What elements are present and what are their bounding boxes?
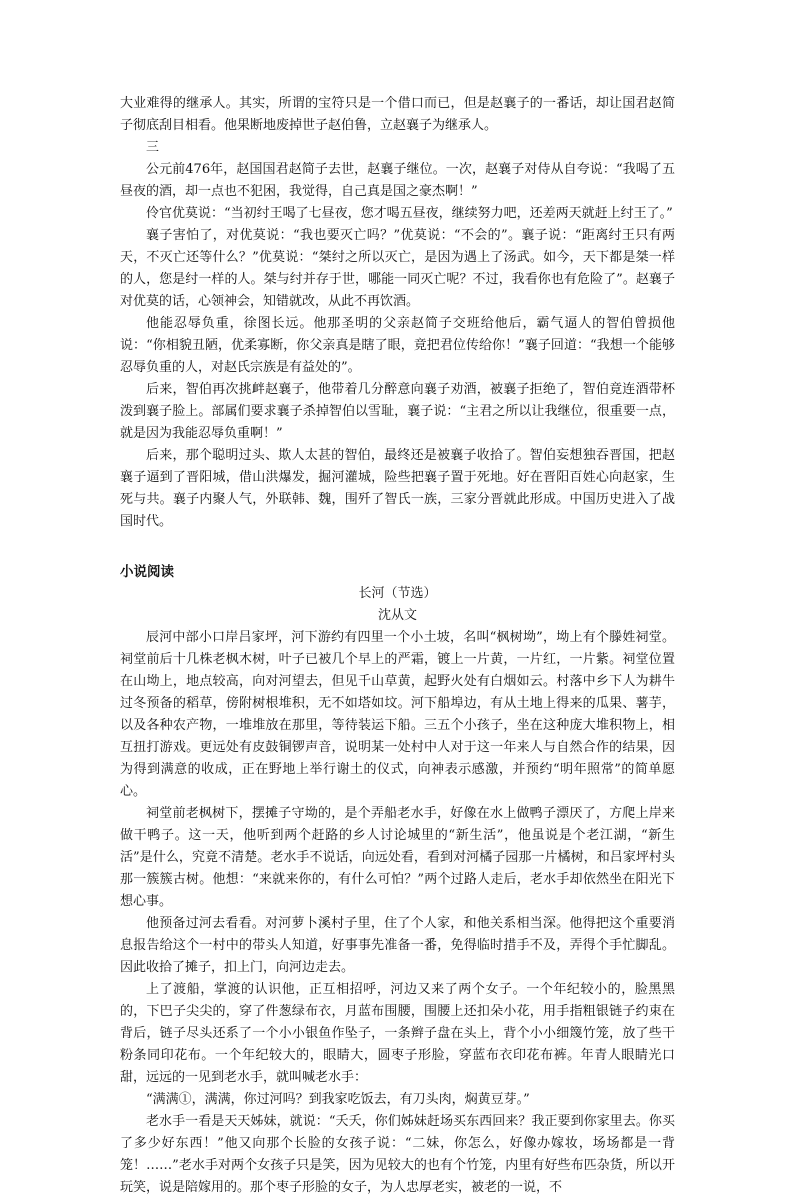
paragraph: 伶官优莫说：“当初纣王喝了七昼夜，您才喝五昼夜，继续努力吧，还差两天就赶上纣王了。”	[146, 206, 673, 221]
paragraph: 老水手一看是天天姊妹，就说：“夭夭，你们姊妹赶场买东西回来？我正要到你家里去。你买了多少好东西！”他又向那个长脸的女孩子说：“二妹，你怎么，好像办嫁妆，场场都是一背笼！……”老水手对两个女孩子只是笑，因为见较大的也有个竹笼，内里有好些布匹杂货，所以开玩笑，说是陪嫁用的。那个枣子形脸的女子，为人忠厚老实，被老的一说，不	[120, 1114, 675, 1195]
story-title: 长河（节选）	[358, 586, 437, 601]
paragraph: 后来，那个聪明过头、欺人太甚的智伯，最终还是被襄子收拾了。智伯妄想独吞晋国，把赵襄子逼到了晋阳城，借山洪爆发，掘河灌城，险些把襄子置于死地。好在晋阳百姓心向赵家，生死与共。襄子内聚人气，外联韩、魏，围歼了智氏一族，三家分晋就此形成。中国历史进入了战国时代。	[120, 448, 675, 529]
paragraph: 祠堂前老枫树下，摆摊子守坳的，是个弄船老水手，好像在水上做鸭子漂厌了，方爬上岸来做干鸭子。这一天，他听到两个赶路的乡人讨论城里的“新生活”，他虽说是个老江湖，“新生活”是什么，究竟不清楚。老水手不说话，向远处看，看到对河橘子园那一片橘树，和吕家坪村头那一簇簇古树。他想：“来就来你的，有什么可怕？”两个过路人走后，老水手却依然坐在阳光下想心事。	[120, 806, 675, 909]
paragraph: 他能忍辱负重，徐图长远。他那圣明的父亲赵简子交班给他后，霸气逼人的智伯曾损他说：“你相貌丑陋，优柔寡断，你父亲真是瞎了眼，竟把君位传给你！”襄子回道：“我想一个能够忍辱负重的人，对赵氏宗族是有益处的”。	[120, 316, 675, 375]
continued-paragraph: 大业难得的继承人。其实，所谓的宝符只是一个借口而已，但是赵襄子的一番话，却让国君赵简子彻底刮目相看。他果断地废掉世子赵伯鲁，立赵襄子为继承人。	[120, 96, 675, 133]
section-heading: 小说阅读	[120, 564, 174, 580]
paragraph: 襄子害怕了，对优莫说：“我也要灭亡吗？”优莫说：“不会的”。襄子说：“距离纣王只有两天，不灭亡还等什么？”优莫说：“桀纣之所以灭亡，是因为遇上了汤武。如今，天下都是桀一样的人，您是纣一样的人。桀与纣并存于世，哪能一同灭亡呢？不过，我看你也有危险了”。赵襄子对优莫的话，心领神会，知错就改，从此不再饮酒。	[120, 228, 675, 309]
paragraph: 公元前476年，赵国国君赵简子去世，赵襄子继位。一次，赵襄子对侍从自夸说：“我喝了五昼夜的酒，却一点也不犯困，我觉得，自己真是国之豪杰啊！”	[120, 162, 675, 199]
section-number: 三	[146, 140, 160, 155]
paragraph: 后来，智伯再次挑衅赵襄子，他带着几分醉意向襄子劝酒，被襄子拒绝了，智伯竟连酒带杯泼到襄子脸上。部属们要求襄子杀掉智伯以雪耻，襄子说：“主君之所以让我继位，很重要一点，就是因为我能忍辱负重啊！”	[120, 382, 675, 441]
document-page	[120, 93, 675, 1199]
paragraph: 他预备过河去看看。对河萝卜溪村子里，住了个人家，和他关系相当深。他得把这个重要消息报告给这个一村中的带头人知道，好事事先准备一番，免得临时措手不及，弄得个手忙脚乱。因此收拾了摊子，扣上门，向河边走去。	[120, 916, 675, 975]
dialog-line: “满满①，满满，你过河吗？到我家吃饭去，有刀头肉，焖黄豆芽。”	[146, 1092, 530, 1107]
paragraph: 上了渡船，掌渡的认识他，正互相招呼，河边又来了两个女子。一个年纪较小的，脸黑黑的，下巴子尖尖的，穿了件葱绿布衣，月蓝布围腰，围腰上还扣朵小花，用手指粗银链子约束在背后，链子尽头还系了一个小小银鱼作坠子，一条辫子盘在头上，背个小小细篾竹笼，放了些干粉条同印花布。一个年纪较大的，眼睛大，圆枣子形脸，穿蓝布衣印花布裤。年青人眼睛光口甜，远远的一见到老水手，就叫喊老水手：	[120, 982, 675, 1085]
story-author: 沈从文	[377, 608, 417, 623]
paragraph: 辰河中部小口岸吕家坪，河下游约有四里一个小土坡，名叫“枫树坳”，坳上有个滕姓祠堂。祠堂前后十几株老枫木树，叶子已被几个早上的严霜，镀上一片黄，一片红，一片紫。祠堂位置在山坳上，地点较高，向对河望去，但见千山草黄，起野火处有白烟如云。村落中乡下人为耕牛过冬预备的稻草，傍附树根堆积，无不如塔如坟。河下船埠边，有从土地上得来的瓜果、薯芋，以及各种农产物，一堆堆放在那里，等待装运下船。三五个小孩子，坐在这种庞大堆积物上，相互扭打游戏。更远处有皮鼓铜锣声音，说明某一处村中人对于这一年来人与自然合作的结果，因为得到满意的收成，正在野地上举行谢土的仪式，向神表示感激，并预约“明年照常”的简单愿心。	[120, 630, 675, 799]
